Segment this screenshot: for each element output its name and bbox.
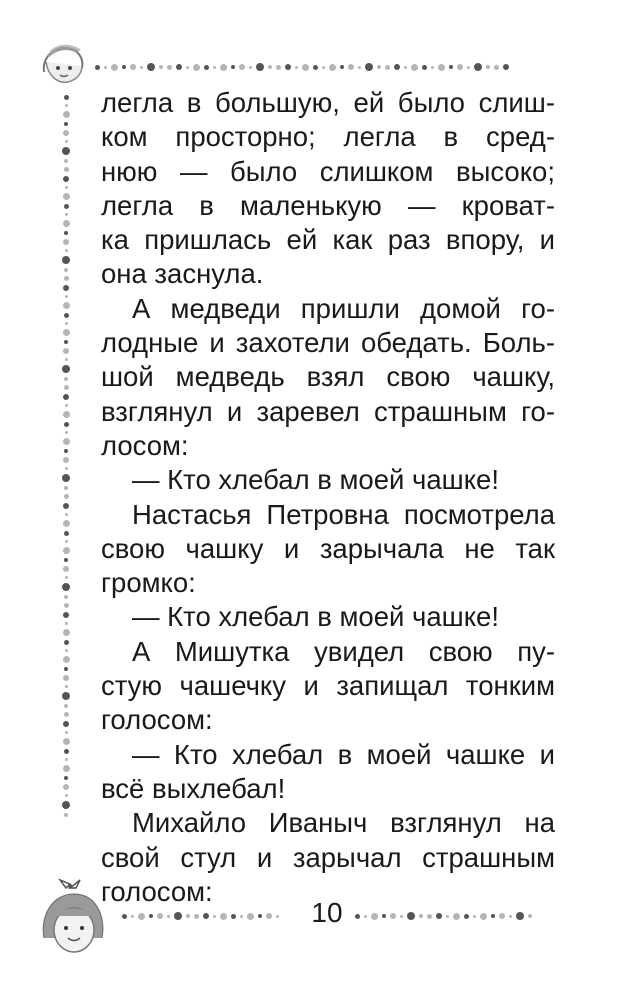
border-dot xyxy=(63,721,69,727)
border-dot xyxy=(213,915,216,918)
border-dot xyxy=(186,66,189,69)
border-dot xyxy=(62,801,70,809)
border-dot xyxy=(203,913,209,919)
border-dot xyxy=(186,914,190,918)
border-dot xyxy=(509,915,512,918)
border-dot xyxy=(377,65,381,69)
border-dot xyxy=(138,913,145,920)
border-dot xyxy=(64,422,69,427)
border-dot xyxy=(64,531,69,536)
text-line: стую чашечку и запищал тонким xyxy=(101,670,555,702)
border-dot xyxy=(404,66,407,69)
border-dot xyxy=(63,348,69,354)
border-dot xyxy=(63,457,69,463)
text-line: — Кто хлебал в моей чашке! xyxy=(132,464,499,496)
border-dot xyxy=(63,765,70,772)
border-dot xyxy=(64,704,68,708)
border-dot xyxy=(436,913,442,919)
border-dot xyxy=(464,914,469,919)
border-dot xyxy=(313,65,318,70)
girl-face-icon xyxy=(38,42,94,88)
border-dot xyxy=(64,276,69,281)
border-dot xyxy=(64,603,69,608)
bottom-left-dot-border xyxy=(122,912,302,920)
text-line: лосом: xyxy=(101,429,189,461)
border-dot xyxy=(62,583,70,591)
border-dot xyxy=(63,438,70,445)
border-dot xyxy=(63,784,69,790)
border-dot xyxy=(422,65,427,70)
page-number: 10 xyxy=(311,897,343,928)
border-dot xyxy=(322,66,325,69)
border-dot xyxy=(329,64,336,71)
text-line: легла в маленькую — кроват- xyxy=(101,189,555,221)
border-dot xyxy=(249,66,252,69)
border-dot xyxy=(63,629,70,636)
border-dot xyxy=(64,449,68,453)
border-dot xyxy=(62,256,70,264)
border-dot xyxy=(64,95,69,100)
border-dot xyxy=(65,513,68,516)
border-dot xyxy=(64,595,68,599)
border-dot xyxy=(157,913,163,919)
border-dot xyxy=(122,914,127,919)
top-dot-border xyxy=(95,63,555,71)
left-dot-border xyxy=(62,95,70,885)
border-dot xyxy=(63,411,70,418)
border-dot xyxy=(64,204,69,209)
border-dot xyxy=(411,64,418,71)
border-dot xyxy=(204,65,209,70)
border-dot xyxy=(111,64,118,71)
page-text xyxy=(101,86,555,909)
text-line: ка пришлась ей как раз впору, и xyxy=(101,224,555,256)
border-dot xyxy=(63,130,69,136)
border-dot xyxy=(348,64,354,70)
text-line: голосом: xyxy=(101,704,213,736)
border-dot xyxy=(276,65,281,70)
border-dot xyxy=(64,712,69,717)
border-dot xyxy=(63,111,70,118)
text-line: — Кто хлебал в моей чашке! xyxy=(132,601,499,633)
border-dot xyxy=(176,64,182,70)
border-dot xyxy=(63,656,70,663)
border-dot xyxy=(231,65,235,69)
border-dot xyxy=(385,65,390,70)
border-dot xyxy=(167,65,172,70)
border-dot xyxy=(473,915,476,918)
border-dot xyxy=(95,65,100,70)
border-dot xyxy=(64,167,69,172)
text-line: свой стул и зарычал страшным xyxy=(101,841,555,873)
border-dot xyxy=(63,547,70,554)
border-dot xyxy=(63,566,69,572)
border-dot xyxy=(494,65,499,70)
border-dot xyxy=(62,474,70,482)
border-dot xyxy=(247,913,254,920)
border-dot xyxy=(258,914,262,918)
border-dot xyxy=(131,915,134,918)
border-dot xyxy=(407,912,415,920)
border-dot xyxy=(65,186,68,189)
text-line: она заснула. xyxy=(101,258,264,290)
border-dot xyxy=(174,912,182,920)
border-dot xyxy=(65,576,68,579)
border-dot xyxy=(64,813,68,817)
border-dot xyxy=(65,758,68,761)
border-dot xyxy=(149,914,153,918)
border-dot xyxy=(65,358,68,361)
border-dot xyxy=(64,558,68,562)
border-dot xyxy=(419,914,423,918)
border-dot xyxy=(64,313,69,318)
border-dot xyxy=(390,913,396,919)
border-dot xyxy=(63,239,69,245)
border-dot xyxy=(159,65,163,69)
border-dot xyxy=(400,915,403,918)
border-dot xyxy=(64,340,68,344)
border-dot xyxy=(231,914,236,919)
border-dot xyxy=(64,268,68,272)
text-line: громко: xyxy=(101,567,196,599)
border-dot xyxy=(122,65,126,69)
border-dot xyxy=(446,915,449,918)
text-line: свою чашку и зарычала не так xyxy=(101,532,555,564)
text-line: шой медведь взял свою чашку, xyxy=(101,361,555,393)
border-dot xyxy=(130,64,136,70)
border-dot xyxy=(194,914,199,919)
bottom-right-dot-border xyxy=(355,912,555,920)
border-dot xyxy=(295,66,298,69)
text-line: Михайло Иваныч взглянул на xyxy=(132,807,555,839)
border-dot xyxy=(64,494,69,499)
border-dot xyxy=(140,66,143,69)
text-line: ком просторно; легла в сред- xyxy=(101,121,555,153)
border-dot xyxy=(63,302,70,309)
border-dot xyxy=(65,140,68,143)
border-dot xyxy=(213,66,216,69)
border-dot xyxy=(382,914,386,918)
border-dot xyxy=(63,675,69,681)
border-dot xyxy=(516,912,524,920)
border-dot xyxy=(167,915,170,918)
border-dot xyxy=(364,915,367,918)
border-dot xyxy=(431,66,434,69)
text-line: лодные и захотели обедать. Боль- xyxy=(101,327,555,359)
border-dot xyxy=(64,776,68,780)
border-dot xyxy=(491,914,495,918)
border-dot xyxy=(64,749,69,754)
border-dot xyxy=(285,64,291,70)
text-line: нюю — было слишком высоко; xyxy=(101,155,555,187)
border-dot xyxy=(193,64,200,71)
border-dot xyxy=(63,738,70,745)
border-dot xyxy=(65,322,68,325)
border-dot xyxy=(63,394,69,400)
border-dot xyxy=(63,220,70,227)
border-dot xyxy=(63,503,69,509)
border-dot xyxy=(65,540,68,543)
border-dot xyxy=(371,913,378,920)
border-dot xyxy=(64,377,68,381)
border-dot xyxy=(63,612,69,618)
border-dot xyxy=(64,159,68,163)
border-dot xyxy=(239,64,245,70)
border-dot xyxy=(63,285,69,291)
border-dot xyxy=(467,66,470,69)
border-dot xyxy=(65,249,68,252)
border-dot xyxy=(438,64,445,71)
border-dot xyxy=(64,385,69,390)
border-dot xyxy=(104,66,107,69)
border-dot xyxy=(220,64,227,71)
text-line: взглянул и заревел страшным го- xyxy=(101,395,555,427)
border-dot xyxy=(65,104,68,107)
border-dot xyxy=(64,640,69,645)
border-dot xyxy=(528,914,532,918)
text-line: всё выхлебал! xyxy=(101,772,286,804)
border-dot xyxy=(503,64,509,70)
border-dot xyxy=(394,64,400,70)
text-line: А медведи пришли домой го- xyxy=(132,292,555,324)
border-dot xyxy=(147,63,155,71)
text-line: голосом: xyxy=(101,875,213,907)
border-dot xyxy=(65,213,68,216)
border-dot xyxy=(499,913,505,919)
text-line: легла в большую, ей было слиш- xyxy=(101,87,555,118)
border-dot xyxy=(63,520,70,527)
border-dot xyxy=(480,913,487,920)
border-dot xyxy=(276,915,279,918)
border-dot xyxy=(65,295,68,298)
border-dot xyxy=(65,794,68,797)
border-dot xyxy=(62,365,70,373)
border-dot xyxy=(240,915,243,918)
border-dot xyxy=(358,66,361,69)
border-dot xyxy=(302,64,309,71)
border-dot xyxy=(474,63,482,71)
border-dot xyxy=(62,692,70,700)
text-line: — Кто хлебал в моей чашке и xyxy=(132,738,555,770)
border-dot xyxy=(65,731,68,734)
girl-face-with-bow-icon xyxy=(40,876,114,956)
border-dot xyxy=(64,667,68,671)
border-dot xyxy=(365,63,373,71)
border-dot xyxy=(220,913,227,920)
border-dot xyxy=(65,622,68,625)
border-dot xyxy=(65,404,68,407)
border-dot xyxy=(355,914,360,919)
border-dot xyxy=(266,913,272,919)
border-dot xyxy=(486,65,490,69)
border-dot xyxy=(65,685,68,688)
border-dot xyxy=(453,913,460,920)
border-dot xyxy=(64,486,68,490)
border-dot xyxy=(268,65,272,69)
text-line: Настасья Петровна посмотрела xyxy=(132,498,555,530)
border-dot xyxy=(65,467,68,470)
text-line: А Мишутка увидел свою пу- xyxy=(132,635,555,667)
border-dot xyxy=(449,65,453,69)
border-dot xyxy=(256,63,264,71)
border-dot xyxy=(62,147,70,155)
border-dot xyxy=(340,65,344,69)
border-dot xyxy=(64,231,68,235)
border-dot xyxy=(63,193,70,200)
border-dot xyxy=(63,329,70,336)
border-dot xyxy=(64,122,68,126)
border-dot xyxy=(427,914,432,919)
border-dot xyxy=(65,649,68,652)
border-dot xyxy=(65,431,68,434)
border-dot xyxy=(457,64,463,70)
border-dot xyxy=(63,176,69,182)
